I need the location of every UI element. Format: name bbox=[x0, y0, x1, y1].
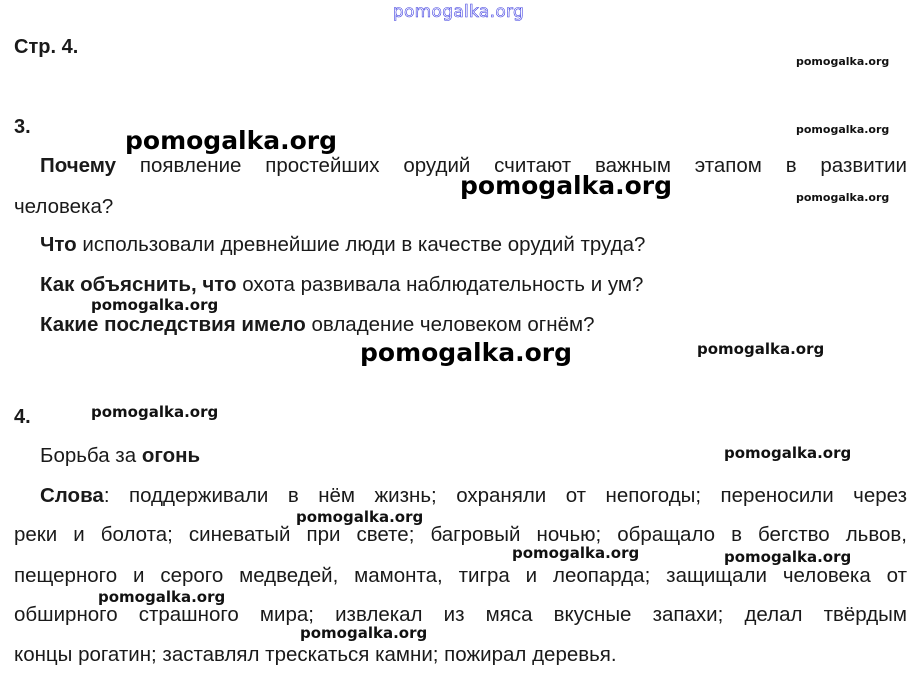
watermark-medium: pomogalka.org bbox=[724, 444, 852, 462]
words-line: пещерного и серого медведей, мамонта, тигра и леопарда; защищали человека от bbox=[14, 564, 907, 587]
watermark-large: pomogalka.org bbox=[125, 126, 338, 155]
question-keyword: Почему bbox=[40, 154, 117, 177]
watermark-medium: pomogalka.org bbox=[512, 544, 640, 562]
question-text: охота развивала наблюдательность и ум? bbox=[236, 273, 644, 296]
watermark-medium: pomogalka.org bbox=[300, 624, 428, 642]
question-keyword: Как объяснить, что bbox=[40, 273, 237, 296]
section-title-text: Борьба за bbox=[40, 444, 142, 467]
words-label: Слова bbox=[40, 484, 104, 507]
watermark-medium: pomogalka.org bbox=[724, 548, 852, 566]
question-line bbox=[40, 233, 645, 257]
question-number: 4. bbox=[14, 406, 31, 428]
question-number: 3. bbox=[14, 116, 31, 138]
question-text: использовали древнейшие люди в качестве орудий труда? bbox=[76, 233, 646, 256]
watermark-small: pomogalka.org bbox=[796, 123, 890, 136]
section-title bbox=[40, 444, 200, 468]
words-line bbox=[40, 484, 907, 508]
question-line-continued: человека? bbox=[14, 195, 114, 218]
words-text: : поддерживали в нём жизнь; охраняли от непогоды; переносили через bbox=[103, 484, 907, 507]
question-line bbox=[40, 273, 643, 297]
page-label: Стр. 4. bbox=[14, 36, 79, 58]
watermark-medium: pomogalka.org bbox=[697, 340, 825, 358]
words-line: концы рогатин; заставлял трескаться камни; пожирал деревья. bbox=[14, 643, 617, 666]
watermark-medium: pomogalka.org bbox=[91, 296, 219, 314]
question-keyword: Какие последствия имело bbox=[40, 313, 306, 336]
question-text: появление простейших орудий считают важным этапом в развитии bbox=[116, 154, 907, 177]
watermark-large: pomogalka.org bbox=[460, 171, 673, 200]
watermark-small: pomogalka.org bbox=[796, 191, 890, 204]
watermark-small: pomogalka.org bbox=[796, 55, 890, 68]
question-line bbox=[40, 313, 594, 337]
section-title-keyword: огонь bbox=[141, 444, 201, 467]
watermark-medium: pomogalka.org bbox=[98, 588, 226, 606]
question-line bbox=[40, 154, 907, 178]
question-text: овладение человеком огнём? bbox=[305, 313, 595, 336]
watermark-top: pomogalka.org bbox=[392, 2, 525, 22]
words-line: реки и болота; синеватый при свете; багровый ночью; обращало в бегство львов, bbox=[14, 523, 907, 546]
question-keyword: Что bbox=[40, 233, 77, 256]
watermark-large: pomogalka.org bbox=[360, 338, 573, 367]
watermark-medium: pomogalka.org bbox=[91, 403, 219, 421]
watermark-medium: pomogalka.org bbox=[296, 508, 424, 526]
words-line: обширного страшного мира; извлекал из мяса вкусные запахи; делал твёрдым bbox=[14, 603, 907, 626]
